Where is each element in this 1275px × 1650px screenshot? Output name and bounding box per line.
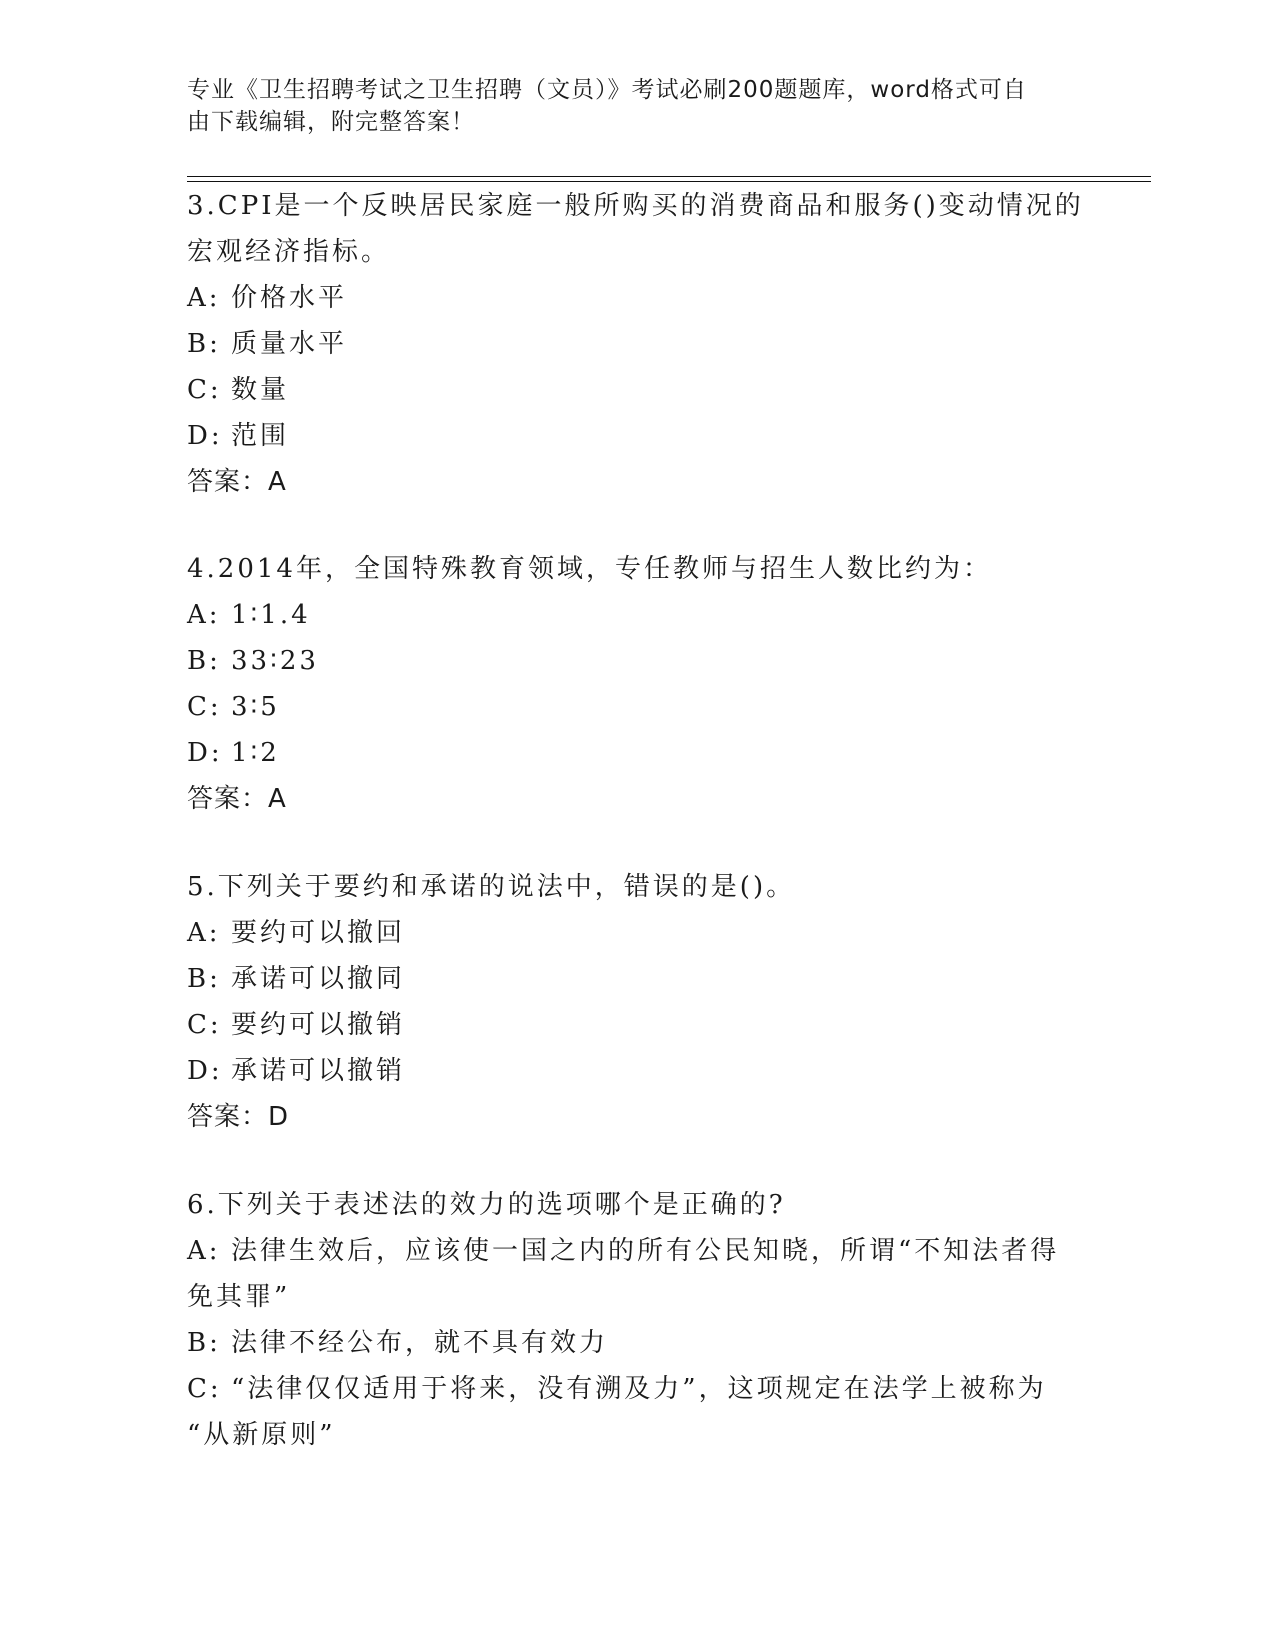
option-key: C: xyxy=(187,692,222,722)
header-line-1: 专业《卫生招聘考试之卫生招聘（文员）》考试必刷200题题库，word格式可自 xyxy=(187,77,1027,103)
answer: 答案：A xyxy=(187,784,287,814)
option-text: 要约可以撤回 xyxy=(231,918,406,948)
question-3 xyxy=(187,183,1087,505)
question-4 xyxy=(187,546,1087,822)
option-key: A: xyxy=(187,600,221,630)
option-d xyxy=(187,413,1087,459)
option-b xyxy=(187,321,1087,367)
question-stem-line: 4.2014年，全国特殊教育领域，专任教师与招生人数比约为： xyxy=(187,554,992,584)
option-key: A: xyxy=(187,1236,221,1266)
option-key: C: xyxy=(187,1374,222,1404)
document-header xyxy=(187,74,1067,138)
option-c xyxy=(187,684,1087,730)
option-b xyxy=(187,638,1087,684)
option-c-continued: “从新原则” xyxy=(187,1420,336,1450)
option-a xyxy=(187,592,1087,638)
option-text: 价格水平 xyxy=(231,283,348,313)
option-text: 质量水平 xyxy=(231,329,348,359)
option-text: 1∶1.4 xyxy=(231,600,311,630)
option-key: C: xyxy=(187,375,222,405)
option-b xyxy=(187,956,1087,1002)
header-divider-top xyxy=(187,176,1151,177)
option-b xyxy=(187,1320,1087,1366)
answer: 答案：A xyxy=(187,467,287,497)
option-text: 33∶23 xyxy=(231,646,319,676)
option-key: D: xyxy=(187,1056,223,1086)
question-stem-line: 6.下列关于表述法的效力的选项哪个是正确的? xyxy=(187,1190,786,1220)
option-text: 1∶2 xyxy=(231,738,280,768)
option-key: B: xyxy=(187,964,221,994)
option-key: D: xyxy=(187,738,223,768)
option-d xyxy=(187,730,1087,776)
question-stem-line: 3.CPI是一个反映居民家庭一般所购买的消费商品和服务()变动情况的 xyxy=(187,191,1084,221)
option-text: 数量 xyxy=(231,375,290,405)
option-key: B: xyxy=(187,646,221,676)
question-stem-line: 宏观经济指标。 xyxy=(187,237,391,267)
option-text: “法律仅仅适用于将来，没有溯及力”，这项规定在法学上被称为 xyxy=(231,1374,1047,1404)
option-c xyxy=(187,367,1087,413)
header-line-2: 由下载编辑，附完整答案！ xyxy=(187,109,475,135)
option-a xyxy=(187,275,1087,321)
option-key: C: xyxy=(187,1010,222,1040)
option-key: B: xyxy=(187,1328,221,1358)
option-key: D: xyxy=(187,421,223,451)
answer: 答案：D xyxy=(187,1102,290,1132)
option-key: A: xyxy=(187,283,221,313)
option-a xyxy=(187,1228,1087,1274)
option-text: 承诺可以撤销 xyxy=(231,1056,406,1086)
option-text: 承诺可以撤同 xyxy=(231,964,406,994)
option-a-continued: 免其罪” xyxy=(187,1282,291,1312)
option-text: 法律生效后，应该使一国之内的所有公民知晓，所谓“不知法者得 xyxy=(231,1236,1060,1266)
option-text: 要约可以撤销 xyxy=(231,1010,406,1040)
option-key: A: xyxy=(187,918,221,948)
option-a xyxy=(187,910,1087,956)
question-stem-line: 5.下列关于要约和承诺的说法中，错误的是()。 xyxy=(187,872,796,902)
header-divider-bottom xyxy=(187,181,1151,182)
option-text: 3∶5 xyxy=(231,692,280,722)
option-text: 范围 xyxy=(231,421,290,451)
question-5 xyxy=(187,864,1087,1140)
question-6 xyxy=(187,1182,1087,1458)
option-key: B: xyxy=(187,329,221,359)
option-c xyxy=(187,1002,1087,1048)
option-text: 法律不经公布，就不具有效力 xyxy=(231,1328,609,1358)
option-c xyxy=(187,1366,1087,1412)
option-d xyxy=(187,1048,1087,1094)
